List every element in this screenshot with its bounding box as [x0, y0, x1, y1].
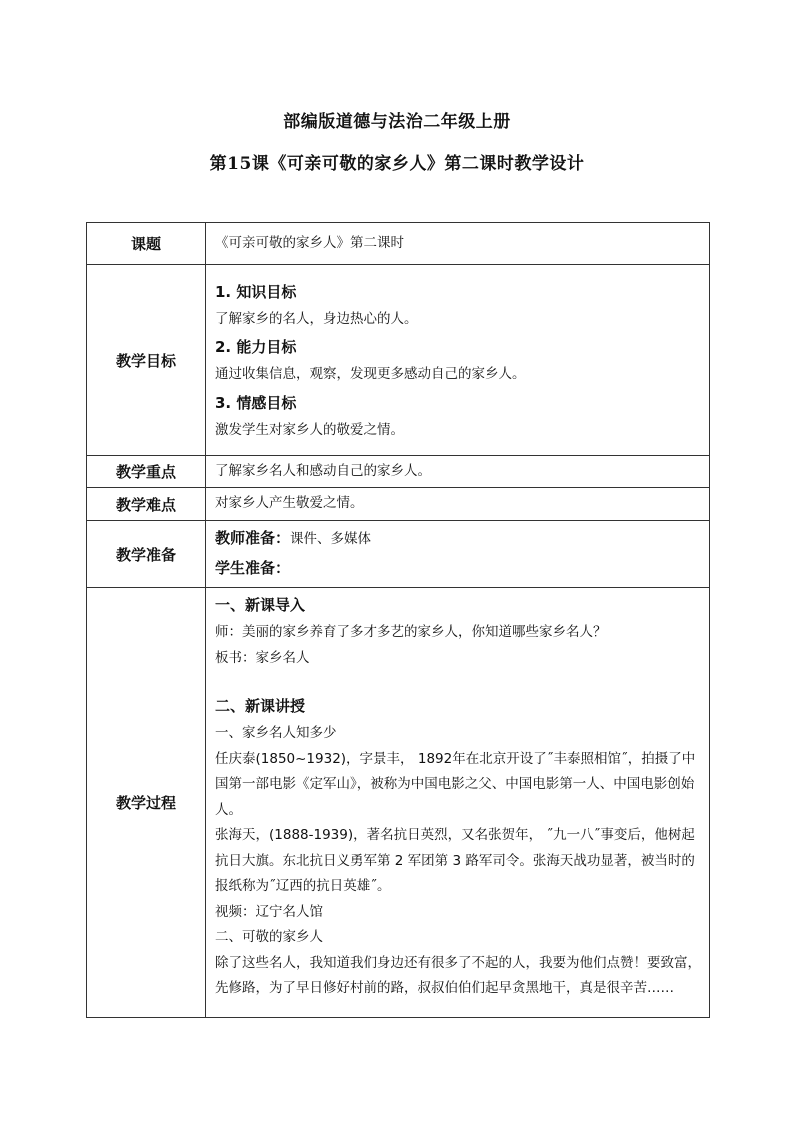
- preparation-label: 教学准备: [87, 521, 206, 588]
- row-preparation: [87, 521, 710, 588]
- topic-label: 课题: [87, 223, 206, 265]
- row-goals: [87, 265, 710, 456]
- difficulties-value: 对家乡人产生敬爱之情。: [206, 488, 710, 521]
- process-label: 教学过程: [87, 588, 206, 1018]
- subsection-respectable-people: 二、可敬的家乡人: [215, 929, 323, 945]
- subsection-famous-people: 一、家乡名人知多少: [215, 725, 337, 741]
- key-points-value: 了解家乡名人和感动自己的家乡人。: [206, 456, 710, 488]
- section-lecture-heading: 二、新课讲授: [215, 697, 306, 715]
- teacher-prep-value: 课件、多媒体: [290, 530, 372, 547]
- paragraph-ren-qingtai: 任庆泰(1850~1932)，字景丰， 1892年在北京开设了˝丰泰照相馆˝，拍摄了中国第一部电影《定军山》，被称为中国电影之父、中国电影第一人、中国电影创始人。: [215, 750, 696, 818]
- teacher-prep-label: 教师准备：: [215, 528, 291, 547]
- key-points-label: 教学重点: [87, 456, 206, 488]
- document-title: 部编版道德与法治二年级上册: [283, 112, 511, 132]
- row-key-points: [87, 456, 710, 488]
- lesson-title: 第15课《可亲可敬的家乡人》第二课时教学设计: [209, 154, 585, 174]
- topic-value: 《可亲可敬的家乡人》第二课时: [206, 223, 710, 265]
- goal-heading-knowledge: 1. 知识目标: [215, 282, 297, 301]
- paragraph-zhang-haitian: 张海天，(1888-1939)，著名抗日英烈，又名张贺年， ˝九一八˝事变后，他树起抗日大旗。东北抗日义勇军第 2 军团第 3 路军司令。张海天战功显著，被当时的报纸称为˝辽西的抗日英雄˝。: [215, 827, 695, 894]
- difficulties-label: 教学难点: [87, 488, 206, 521]
- video-note: 视频：辽宁名人馆: [215, 903, 323, 920]
- goal-text-ability: 通过收集信息，观察，发现更多感动自己的家乡人。: [215, 366, 526, 383]
- row-topic: [87, 223, 710, 265]
- lesson-plan-table: [86, 222, 710, 1018]
- process-content: [206, 588, 710, 1018]
- preparation-content: [206, 521, 710, 588]
- goal-heading-ability: 2. 能力目标: [215, 338, 297, 357]
- section-intro-heading: 一、新课导入: [215, 596, 306, 614]
- student-prep-label: 学生准备：: [215, 559, 291, 577]
- goal-text-knowledge: 了解家乡的名人，身边热心的人。: [215, 310, 418, 327]
- goals-label: 教学目标: [87, 265, 206, 456]
- goal-heading-emotion: 3. 情感目标: [215, 393, 297, 412]
- paragraph-local-heroes: 除了这些名人，我知道我们身边还有很多了不起的人，我要为他们点赞！要致富，先修路，为了早日修好村前的路，叔叔伯伯们起早贪黑地干，真是很辛苦……: [215, 954, 701, 996]
- intro-text-1: 师：美丽的家乡养育了多才多艺的家乡人，你知道哪些家乡名人？: [215, 624, 607, 640]
- row-process: [87, 588, 710, 1018]
- intro-text-2: 板书：家乡名人: [215, 649, 310, 666]
- goals-content: [206, 265, 710, 456]
- goal-text-emotion: 激发学生对家乡人的敬爱之情。: [215, 421, 404, 438]
- row-difficulties: [87, 488, 710, 521]
